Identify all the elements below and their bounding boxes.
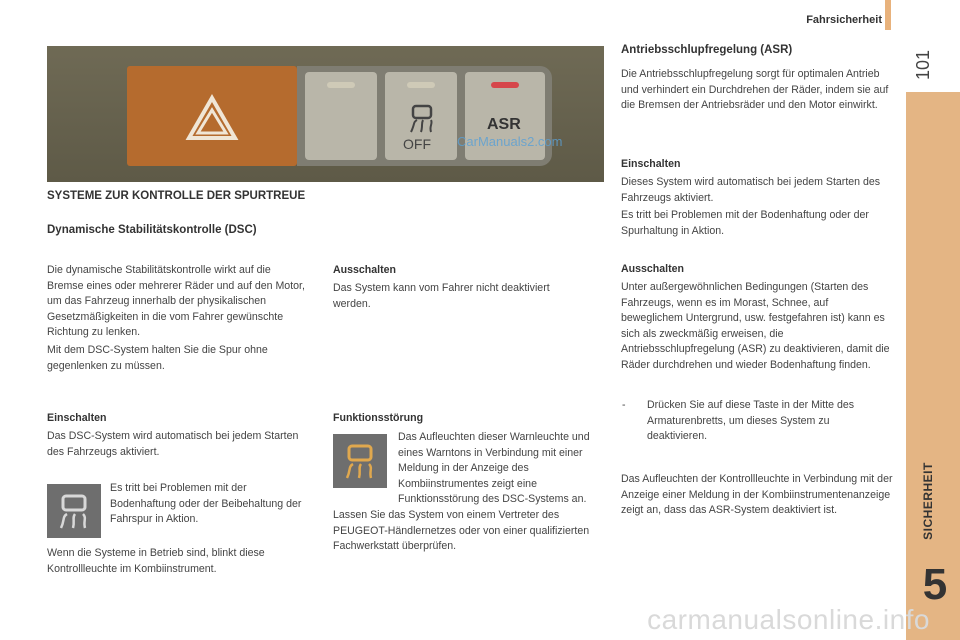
dsc-off-text: Das System kann vom Fahrer nicht deaktiviert werden.	[333, 282, 550, 310]
dsc-intro-2: Mit dem DSC-System halten Sie die Spur ohne gegenlenken zu müssen.	[47, 344, 268, 372]
asr-switch-led	[491, 82, 519, 88]
dsc-intro-1: Die dynamische Stabilitätskontrolle wirkt auf die Bremse eines oder mehrerer Räder und auf den Motor, um das Fahrzeug innerhalb der physikalischen Gesetzmäßigkeiten in die vom Fahrer gewünschte Richtung zu lenken.	[47, 264, 305, 339]
dsc-fault-icon-text: Das Aufleuchten dieser Warnleuchte und eines Warntons in Verbindung mit einer Meldung in der Anzeige des Kombiinstrumentes zeigt eine Funktionsstörung des DSC-Systems an.	[398, 431, 590, 506]
photo-watermark: CarManuals2.com	[457, 134, 563, 149]
asr-on-title: Einschalten	[621, 158, 681, 170]
off-label: OFF	[403, 136, 431, 152]
section-title: Fahrsicherheit	[806, 14, 882, 26]
switch-led	[407, 82, 435, 88]
asr-final-text: Das Aufleuchten der Kontrollleuchte in Verbindung mit der Anzeige einer Meldung in der Kombiinstrumentenanzeige zeigt an, dass das ASR-System deaktiviert ist.	[621, 473, 893, 517]
main-title: SYSTEME ZUR KONTROLLE DER SPURTREUE	[47, 190, 306, 202]
header-accent-bar	[885, 0, 891, 30]
skid-car-icon	[47, 484, 101, 538]
asr-off-text: Unter außergewöhnlichen Bedingungen (Starten des Fahrzeugs, wenn es im Morast, Schnee, auf beweglichem Untergrund, usw. festgefahren ist) kann es sich als zweckmäßig erweisen, die Antriebsschlupfregelung (ASR) zu deaktivieren, damit die Räder durchdrehen und wieder Bodenhaftung finden.	[621, 281, 890, 371]
dashboard-photo	[47, 46, 604, 182]
footer-watermark: carmanualsonline.info	[647, 604, 930, 635]
dsc-off-title: Ausschalten	[333, 264, 396, 276]
page-number: 101	[913, 49, 933, 81]
dsc-on-title: Einschalten	[47, 412, 107, 424]
dsc-title: Dynamische Stabilitätskontrolle (DSC)	[47, 224, 257, 236]
asr-title: Antriebsschlupfregelung (ASR)	[621, 44, 793, 56]
dsc-fault-title: Funktionsstörung	[333, 412, 424, 424]
skid-car-icon	[333, 434, 387, 488]
dsc-on-text: Das DSC-System wird automatisch bei jedem Starten des Fahrzeugs aktiviert.	[47, 430, 299, 458]
switch-led	[327, 82, 355, 88]
asr-intro: Die Antriebsschlupfregelung sorgt für optimalen Antrieb und verhindert ein Durchdrehen der Räder, indem sie auf die Bremsen der Antriebsräder und den Motor einwirkt.	[621, 68, 889, 112]
asr-bullet-text: Drücken Sie auf diese Taste in der Mitte des Armaturenbretts, um dieses System zu deaktivieren.	[647, 399, 855, 443]
chapter-tab	[906, 92, 960, 640]
asr-on-text-2: Es tritt bei Problemen mit der Bodenhaftung oder der Spurhaltung in Aktion.	[621, 209, 869, 237]
skid-car-icon	[405, 102, 439, 136]
bullet-dash: -	[622, 399, 626, 411]
dsc-warning-light	[47, 484, 101, 538]
blank-switch	[305, 72, 377, 160]
asr-on-text-1: Dieses System wird automatisch bei jedem Starten des Fahrzeugs aktiviert.	[621, 176, 881, 204]
asr-label: ASR	[487, 116, 521, 133]
hazard-triangle-icon	[127, 66, 297, 166]
dsc-off-switch	[385, 72, 457, 160]
dsc-blink-text: Wenn die Systeme in Betrieb sind, blinkt diese Kontrollleuchte im Kombiinstrument.	[47, 547, 265, 575]
dsc-fault-warning-light	[333, 434, 387, 488]
dsc-fault-text: Lassen Sie das System von einem Vertreter des PEUGEOT-Händlernetzes oder von einer qualifizierten Fachwerkstatt überprüfen.	[333, 509, 590, 553]
chapter-number: 5	[922, 560, 948, 609]
hazard-button-image	[127, 66, 297, 166]
dsc-on-icon-text: Es tritt bei Problemen mit der Bodenhaftung oder der Beibehaltung der Fahrspur in Aktion.	[110, 482, 302, 526]
switch-panel	[297, 66, 552, 166]
chapter-tab-label: SICHERHEIT	[921, 462, 935, 540]
asr-off-title: Ausschalten	[621, 263, 684, 275]
